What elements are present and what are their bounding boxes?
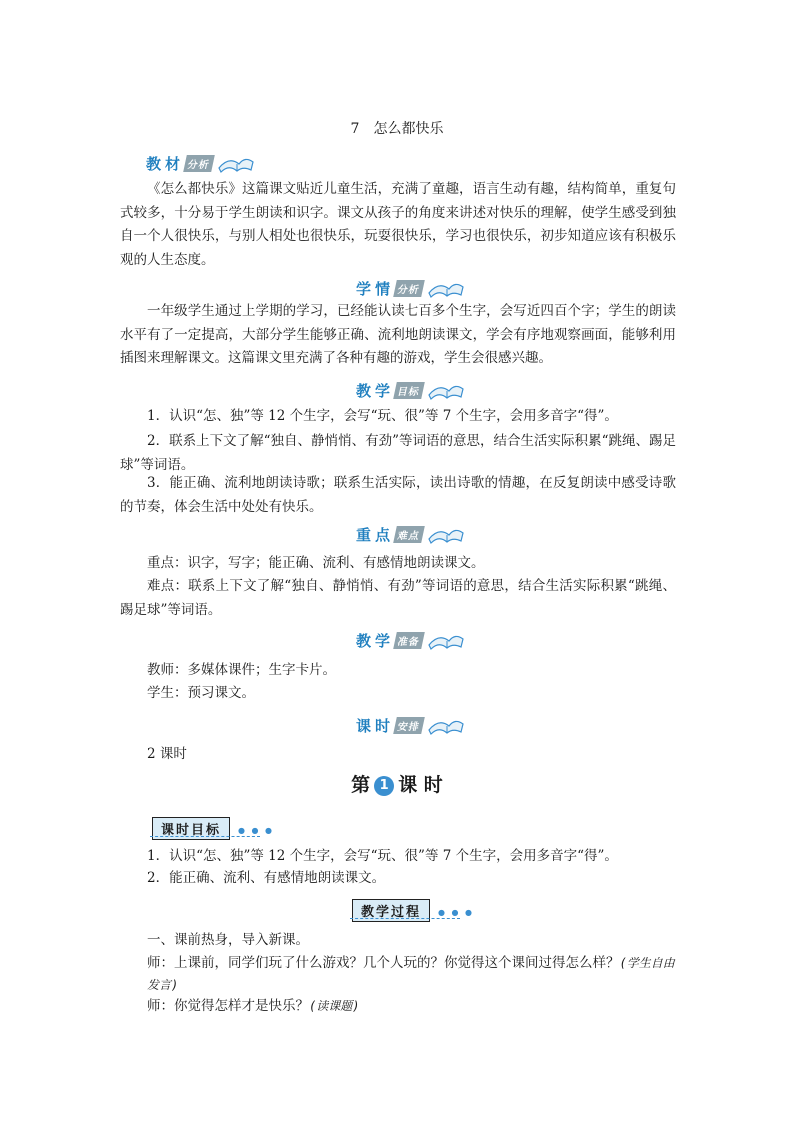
label-underline: [350, 918, 460, 919]
book-doodle-icon: [425, 629, 465, 651]
book-doodle-icon: [425, 523, 465, 545]
label-underline: [150, 836, 260, 837]
banner-tag: 分析: [183, 155, 215, 172]
prep-teacher: 教师：多媒体课件；生字卡片。: [147, 662, 336, 678]
section-banner-mubiao: [356, 377, 465, 403]
teacher-question-text: 师：上课前，同学们玩了什么游戏？几个人玩的？你觉得这个课间过得怎么样？: [147, 955, 620, 971]
book-doodle-icon: [425, 379, 465, 401]
lesson-prefix: 第: [351, 774, 371, 796]
jiaocai-text: 《怎么都快乐》这篇课文贴近儿童生活，充满了童趣，语言生动有趣，结构简单，重复句式较多，十分易于学生朗读和识字。课文从孩子的角度来讲述对快乐的理解，使学生感受到独自一个人很快乐，与别人相处也很快乐，玩耍很快乐，学习也很快乐，初步知道应该有积极乐观的人生态度。: [120, 181, 676, 268]
lesson-goal-item: 1．认识“怎、独”等 12 个生字，会写“玩、很”等 7 个生字，会用多音字“得”。: [147, 848, 618, 864]
book-doodle-icon: [425, 277, 465, 299]
banner-main: 教学: [356, 631, 395, 650]
section-banner-zhongdian: [356, 521, 465, 547]
book-doodle-icon: [215, 152, 255, 174]
dot-decoration: ● ● ●: [238, 826, 275, 835]
teacher-question: [147, 996, 359, 1016]
section-banner-jiaocai: [146, 150, 255, 176]
lesson-count: 2 课时: [147, 746, 187, 762]
page-title: 7 怎么都快乐: [350, 121, 444, 137]
banner-tag: 准备: [393, 632, 425, 649]
teacher-question-text: 师：你觉得怎样才是快乐？: [147, 998, 309, 1014]
prep-student: 学生：预习课文。: [147, 685, 255, 701]
teacher-question: [147, 952, 677, 996]
dot-decoration: ● ● ●: [438, 908, 475, 917]
banner-tag: 分析: [393, 280, 425, 297]
teacher-note: (读课题): [309, 999, 360, 1013]
section-banner-keshi: [356, 712, 465, 738]
banner-tag: 难点: [393, 526, 425, 543]
xueqing-text: 一年级学生通过上学期的学习，已经能认读七百多个生字，会写近四百个字；学生的朗读水平有了一定提高，大部分学生能够正确、流利地朗读课文，学会有序地观察画面，能够利用插图来理解课文。这篇课文里充满了各种有趣的游戏，学生会很感兴趣。: [120, 303, 676, 366]
goal-item: 1．认识“怎、独”等 12 个生字，会写“玩、很”等 7 个生字，会用多音字“得”。: [147, 408, 618, 424]
book-doodle-icon: [425, 714, 465, 736]
goal-item: 3．能正确、流利地朗读诗歌；联系生活实际，读出诗歌的情趣，在反复朗读中感受诗歌的节奏，体会生活中处处有快乐。: [120, 475, 676, 515]
banner-main: 重点: [356, 525, 395, 544]
banner-main: 教学: [356, 381, 395, 400]
lesson-goal-item: 2．能正确、流利、有感情地朗读课文。: [147, 870, 386, 886]
difficult-point: 难点：联系上下文了解“独自、静悄悄、有劲”等词语的意思，结合生活实际积累“跳绳、踢足球”等词语。: [120, 578, 676, 618]
lesson-goal-label: 课时目标: [152, 817, 230, 840]
goal-item: 2．联系上下文了解“独自、静悄悄、有劲”等词语的意思，结合生活实际积累“跳绳、踢足球”等词语。: [120, 433, 676, 473]
lesson-suffix: 课 时: [398, 774, 443, 796]
key-point: 重点：识字，写字；能正确、流利、有感情地朗读课文。: [147, 555, 485, 571]
banner-tag: 目标: [393, 382, 425, 399]
banner-main: 教材: [146, 154, 185, 173]
process-step: 一、课前热身，导入新课。: [147, 932, 309, 948]
lesson-number-badge: 1: [374, 776, 394, 796]
lesson-heading: [0, 770, 794, 797]
process-label: 教学过程: [352, 899, 430, 922]
section-banner-zhunbei: [356, 627, 465, 653]
section-banner-xueqing: [356, 275, 465, 301]
teacher-note: (学生自由发言): [147, 956, 675, 992]
banner-tag: 安排: [393, 717, 425, 734]
banner-main: 课时: [356, 716, 395, 735]
banner-main: 学情: [356, 279, 395, 298]
